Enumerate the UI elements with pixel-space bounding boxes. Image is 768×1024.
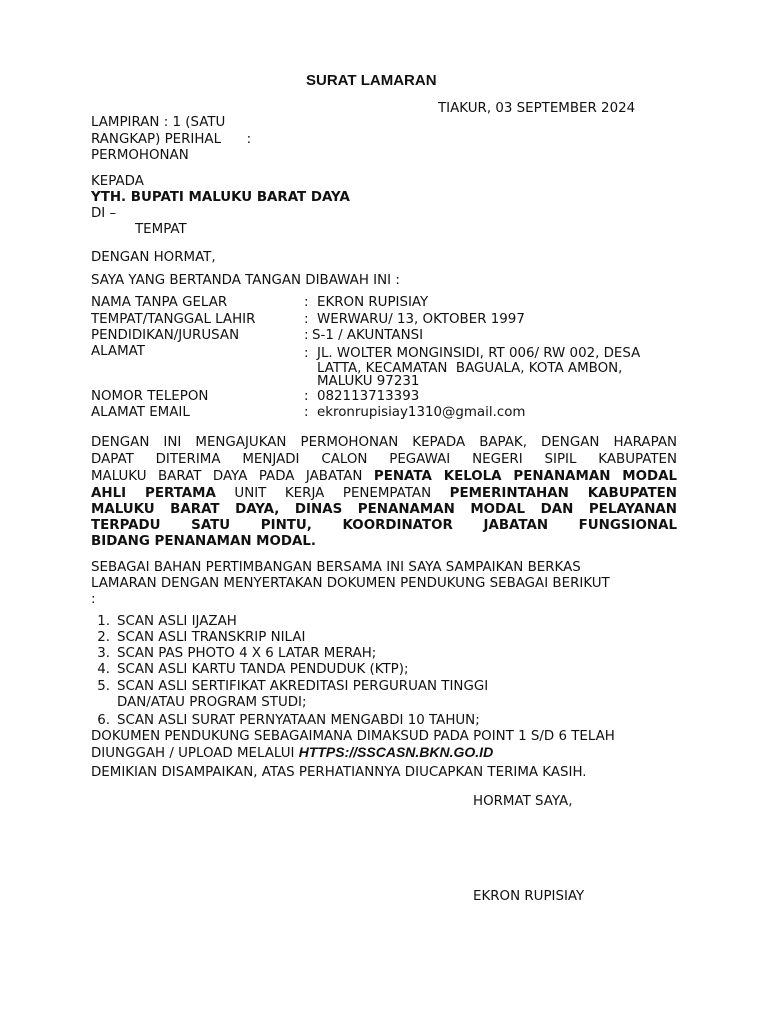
work-unit: PEMERINTAHAN KABUPATEN: [449, 486, 677, 501]
list-number: 3.: [97, 646, 110, 661]
paragraph-line: [91, 744, 493, 761]
paragraph-line: TERPADU SATU PINTU, KOORDINATOR JABATAN FUNGSIONAL: [91, 518, 677, 533]
paragraph-text: DIUNGGAH / UPLOAD MELALUI: [91, 746, 299, 761]
identity-value: 082113713393: [317, 389, 420, 404]
paragraph-line: MALUKU BARAT DAYA, DINAS PENANAMAN MODAL DAN PELAYANAN: [91, 502, 677, 517]
identity-value-line: MALUKU 97231: [317, 374, 420, 389]
recipient-place: TEMPAT: [135, 222, 187, 237]
identity-value: WERWARU/ 13, OKTOBER 1997: [317, 312, 525, 327]
identity-value: S-1 / AKUNTANSI: [312, 328, 424, 343]
paragraph-line: DAPAT DITERIMA MENJADI CALON PEGAWAI NEGERI SIPIL KABUPATEN: [91, 452, 677, 467]
attachment-line: RANGKAP) PERIHAL :: [91, 132, 252, 147]
identity-label: ALAMAT: [91, 344, 145, 359]
paragraph-line: [91, 469, 677, 484]
identity-label: ALAMAT EMAIL: [91, 405, 190, 420]
list-number: 5.: [97, 679, 110, 694]
identity-value: ekronrupisiay1310@gmail.com: [317, 405, 526, 420]
list-number: 2.: [97, 630, 110, 645]
identity-value: EKRON RUPISIAY: [317, 295, 429, 310]
paragraph-line: DENGAN INI MENGAJUKAN PERMOHONAN KEPADA BAPAK, DENGAN HARAPAN: [91, 435, 677, 450]
identity-label: PENDIDIKAN/JURUSAN: [91, 328, 240, 343]
list-item: SCAN ASLI SERTIFIKAT AKREDITASI PERGURUAN TINGGI: [117, 679, 489, 694]
list-item: SCAN PAS PHOTO 4 X 6 LATAR MERAH;: [117, 646, 377, 661]
paragraph-line: LAMARAN DENGAN MENYERTAKAN DOKUMEN PENDUKUNG SEBAGAI BERIKUT: [91, 576, 610, 591]
greeting: DENGAN HORMAT,: [91, 250, 216, 265]
attachment-line: PERMOHONAN: [91, 148, 189, 163]
paragraph-line: SEBAGAI BAHAN PERTIMBANGAN BERSAMA INI SAYA SAMPAIKAN BERKAS: [91, 560, 581, 575]
intro-line: SAYA YANG BERTANDA TANGAN DIBAWAH INI :: [91, 273, 400, 288]
identity-separator: :: [304, 405, 309, 420]
list-item: SCAN ASLI KARTU TANDA PENDUDUK (KTP);: [117, 662, 409, 677]
identity-separator: :: [304, 328, 309, 343]
identity-separator: :: [304, 295, 309, 310]
list-item: SCAN ASLI SURAT PERNYATAAN MENGABDI 10 TAHUN;: [117, 713, 480, 728]
recipient-salutation: KEPADA: [91, 174, 144, 189]
identity-label: TEMPAT/TANGGAL LAHIR: [91, 312, 256, 327]
paragraph-line: :: [91, 592, 96, 607]
position-title: PENATA KELOLA PENANAMAN MODAL: [373, 469, 678, 484]
identity-separator: :: [304, 346, 309, 361]
closing-line: DEMIKIAN DISAMPAIKAN, ATAS PERHATIANNYA DIUCAPKAN TERIMA KASIH.: [91, 765, 587, 780]
attachment-line: LAMPIRAN : 1 (SATU: [91, 115, 226, 130]
identity-separator: :: [304, 389, 309, 404]
identity-label: NOMOR TELEPON: [91, 389, 209, 404]
paragraph-line: DOKUMEN PENDUKUNG SEBAGAIMANA DIMAKSUD PADA POINT 1 S/D 6 TELAH: [91, 729, 615, 744]
identity-value-line: JL. WOLTER MONGINSIDI, RT 006/ RW 002, DESA: [317, 346, 641, 361]
list-number: 6.: [97, 713, 110, 728]
paragraph-text: UNIT KERJA PENEMPATAN: [215, 486, 450, 501]
paragraph-text: MALUKU BARAT DAYA PADA JABATAN: [91, 469, 374, 484]
regards: HORMAT SAYA,: [473, 794, 573, 809]
identity-label: NAMA TANPA GELAR: [91, 295, 228, 310]
identity-value-line: LATTA, KECAMATAN BAGUALA, KOTA AMBON,: [317, 361, 623, 376]
list-item-continuation: DAN/ATAU PROGRAM STUDI;: [117, 695, 307, 710]
upload-url-link[interactable]: HTTPS://SSCASN.BKN.GO.ID: [298, 744, 494, 760]
list-number: 1.: [97, 614, 110, 629]
list-item: SCAN ASLI TRANSKRIP NILAI: [117, 630, 306, 645]
list-item: SCAN ASLI IJAZAH: [117, 614, 237, 629]
recipient-name: YTH. BUPATI MALUKU BARAT DAYA: [91, 190, 350, 205]
letter-title: SURAT LAMARAN: [306, 72, 437, 89]
signer-name: EKRON RUPISIAY: [473, 889, 585, 904]
place-date: TIAKUR, 03 SEPTEMBER 2024: [438, 101, 636, 116]
position-title: AHLI PERTAMA: [91, 486, 216, 501]
recipient-di: DI –: [91, 206, 117, 221]
paragraph-line: [91, 486, 677, 501]
identity-separator: :: [304, 312, 309, 327]
list-number: 4.: [97, 662, 110, 677]
paragraph-line: BIDANG PENANAMAN MODAL.: [91, 534, 316, 549]
